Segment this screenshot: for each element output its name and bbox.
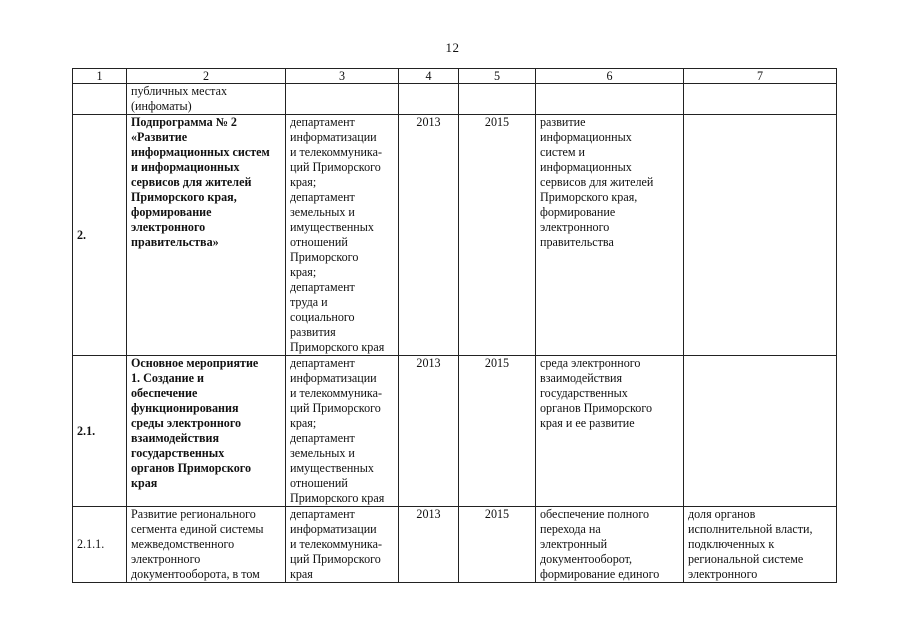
program-table	[72, 68, 837, 583]
table-row-main-activity	[73, 356, 837, 507]
cell-indicator	[684, 356, 837, 507]
table-row-activity	[73, 507, 837, 583]
cell-executor	[286, 84, 399, 115]
column-header-4: 4	[399, 69, 459, 84]
cell-executor: департамент информатизации и телекоммуника- ций Приморского края	[286, 507, 399, 583]
cell-name: Основное мероприятие 1. Создание и обеспечение функционирования среды электронного взаимодействия государственных органов Приморского края	[127, 356, 286, 507]
cell-start-year: 2013	[399, 507, 459, 583]
cell-executor: департамент информатизации и телекоммуника- ций Приморского края; департамент земельных и имущественных отношений Приморского края	[286, 356, 399, 507]
cell-start-year	[399, 84, 459, 115]
cell-indicator: доля органов исполнительной власти, подключенных к региональной системе электронного	[684, 507, 837, 583]
cell-end-year: 2015	[459, 356, 536, 507]
cell-name: Развитие регионального сегмента единой системы межведомственного электронного документооборота, в том	[127, 507, 286, 583]
column-header-1: 1	[73, 69, 127, 84]
cell-result	[536, 84, 684, 115]
cell-executor: департамент информатизации и телекоммуника- ций Приморского края; департамент земельных и имущественных отношений Приморского края; департамент труда и социального развития Приморского края	[286, 115, 399, 356]
cell-name: публичных местах (инфоматы)	[127, 84, 286, 115]
cell-number	[73, 84, 127, 115]
cell-number: 2.1.	[73, 356, 127, 507]
column-header-7: 7	[684, 69, 837, 84]
cell-result: развитие информационных систем и информационных сервисов для жителей Приморского края, формирование электронного правительства	[536, 115, 684, 356]
cell-end-year: 2015	[459, 507, 536, 583]
table-header-row	[73, 69, 837, 84]
cell-indicator	[684, 84, 837, 115]
cell-name: Подпрограмма № 2 «Развитие информационных систем и информационных сервисов для жителей Приморского края, формирование электронного правительства»	[127, 115, 286, 356]
page-number: 12	[445, 40, 460, 55]
cell-number: 2.	[73, 115, 127, 356]
cell-start-year: 2013	[399, 115, 459, 356]
column-header-2: 2	[127, 69, 286, 84]
column-header-5: 5	[459, 69, 536, 84]
table-row-continuation	[73, 84, 837, 115]
cell-indicator	[684, 115, 837, 356]
cell-end-year: 2015	[459, 115, 536, 356]
column-header-6: 6	[536, 69, 684, 84]
cell-start-year: 2013	[399, 356, 459, 507]
cell-end-year	[459, 84, 536, 115]
cell-result: среда электронного взаимодействия государственных органов Приморского края и ее развитие	[536, 356, 684, 507]
cell-result: обеспечение полного перехода на электронный документооборот, формирование единого	[536, 507, 684, 583]
cell-number: 2.1.1.	[73, 507, 127, 583]
table-row-subprogram	[73, 115, 837, 356]
column-header-3: 3	[286, 69, 399, 84]
